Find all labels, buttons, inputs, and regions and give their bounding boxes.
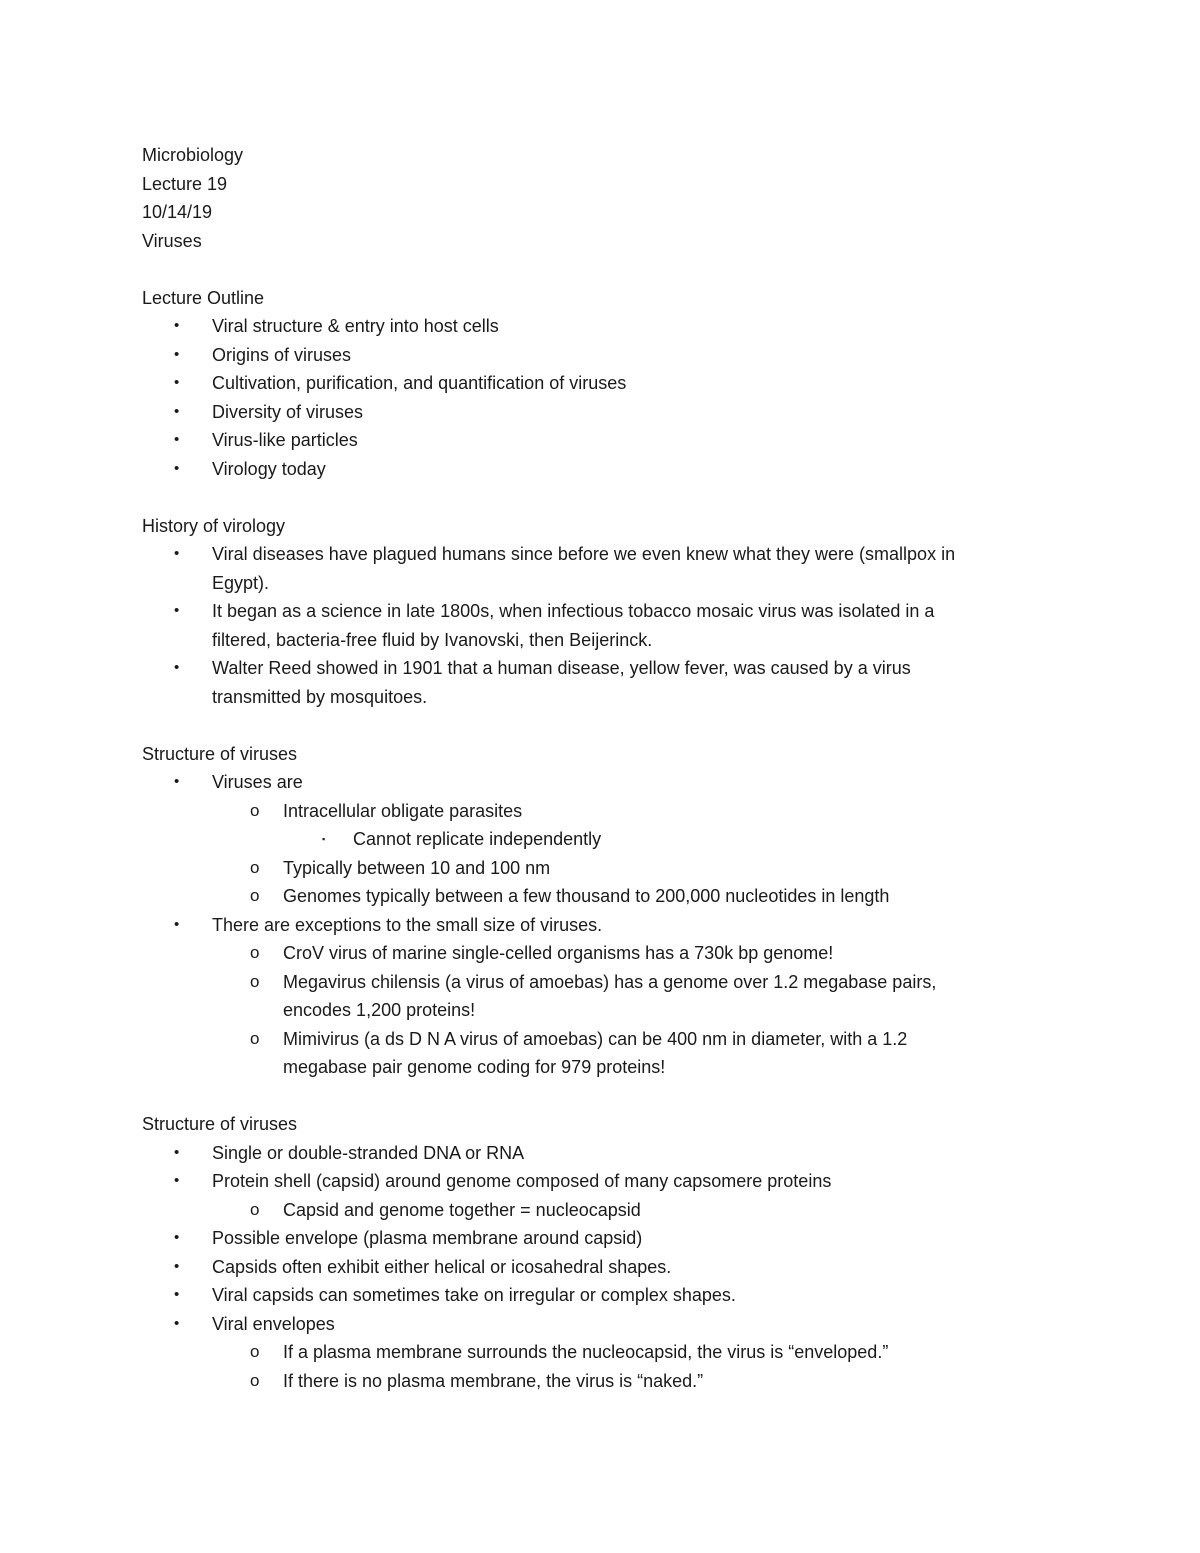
circle-marker: o (250, 1028, 260, 1048)
bullet-marker: • (174, 1314, 180, 1332)
lecture-date: 10/14/19 (142, 202, 213, 222)
structure-item: • Capsids often exhibit either helical or icosahedral shapes. (142, 1253, 1042, 1282)
history-item-continued: Egypt). (212, 572, 270, 593)
spacer (142, 255, 1042, 284)
bullet-marker: • (174, 317, 180, 334)
bullet-marker: • (174, 374, 180, 391)
bullet-marker: • (174, 1143, 180, 1161)
structure-subitem-continued: encodes 1,200 proteins! (283, 1000, 476, 1020)
structure-item: • Single or double-stranded DNA or RNA (142, 1139, 1042, 1168)
section-heading-outline: Lecture Outline (142, 287, 265, 308)
structure-item: • Protein shell (capsid) around genome composed of many capsomere proteins (142, 1167, 1042, 1196)
outline-item: • Cultivation, purification, and quantification of viruses (142, 369, 1042, 398)
history-item: • It began as a science in late 1800s, when infectious tobacco mosaic virus was isolated in a (142, 597, 1042, 626)
structure-subitem: o Typically between 10 and 100 nm (142, 854, 1042, 883)
history-item-continued: filtered, bacteria-free fluid by Ivanovski, then Beijerinck. (212, 629, 653, 650)
circle-marker: o (250, 857, 260, 877)
outline-item: • Viral structure & entry into host cells (142, 312, 1042, 341)
circle-marker: o (250, 800, 260, 820)
bullet-marker: • (174, 345, 180, 363)
structure-subitem-continued: megabase pair genome coding for 979 proteins! (283, 1057, 666, 1077)
section-heading-history: History of virology (142, 515, 286, 536)
circle-marker: o (250, 943, 260, 962)
bullet-marker: • (174, 431, 180, 448)
section-heading-structure: Structure of viruses (142, 1114, 298, 1134)
outline-item: • Origins of viruses (142, 341, 1042, 370)
structure-subitem: o Intracellular obligate parasites (142, 797, 1042, 826)
lecture-number: Lecture 19 (142, 173, 228, 194)
square-marker: ▪ (322, 834, 326, 844)
structure-subitem: o Mimivirus (a ds D N A virus of amoebas) can be 400 nm in diameter, with a 1.2 (142, 1025, 1042, 1054)
document-content (142, 141, 1042, 1395)
lecture-topic: Viruses (142, 230, 202, 251)
bullet-marker: • (174, 545, 180, 562)
bullet-marker: • (174, 402, 180, 420)
circle-marker: o (250, 1199, 260, 1219)
structure-item: • Possible envelope (plasma membrane around capsid) (142, 1224, 1042, 1253)
circle-marker: o (250, 1370, 260, 1390)
structure-item: • There are exceptions to the small size of viruses. (142, 911, 1042, 940)
bullet-marker: • (174, 602, 180, 619)
circle-marker: o (250, 1342, 260, 1361)
bullet-marker: • (174, 659, 180, 676)
course-title: Microbiology (142, 145, 244, 165)
bullet-marker: • (174, 773, 180, 790)
circle-marker: o (250, 971, 260, 991)
structure-subitem: o If a plasma membrane surrounds the nucleocapsid, the virus is “enveloped.” (142, 1338, 1042, 1367)
bullet-marker: • (174, 1229, 180, 1246)
spacer (142, 1082, 1042, 1111)
structure-subitem: o Megavirus chilensis (a virus of amoebas) has a genome over 1.2 megabase pairs, (142, 968, 1042, 997)
bullet-marker: • (174, 1172, 180, 1189)
bullet-marker: • (174, 1286, 180, 1303)
structure-subitem: o Capsid and genome together = nucleocapsid (142, 1196, 1042, 1225)
spacer (142, 711, 1042, 740)
spacer (142, 483, 1042, 512)
structure-item: • Viral capsids can sometimes take on irregular or complex shapes. (142, 1281, 1042, 1310)
outline-item: • Diversity of viruses (142, 398, 1042, 427)
circle-marker: o (250, 886, 260, 905)
structure-subitem: o Genomes typically between a few thousand to 200,000 nucleotides in length (142, 882, 1042, 911)
structure-subitem: o CroV virus of marine single-celled organisms has a 730k bp genome! (142, 939, 1042, 968)
bullet-marker: • (174, 459, 180, 477)
history-item: • Viral diseases have plagued humans since before we even knew what they were (smallpox in (142, 540, 1042, 569)
structure-subitem: o If there is no plasma membrane, the virus is “naked.” (142, 1367, 1042, 1396)
structure-subsubitem: ▪ Cannot replicate independently (142, 825, 1042, 854)
outline-item: • Virology today (142, 455, 1042, 484)
section-heading-structure: Structure of viruses (142, 743, 298, 764)
structure-item: • Viral envelopes (142, 1310, 1042, 1339)
history-item-continued: transmitted by mosquitoes. (212, 686, 428, 707)
bullet-marker: • (174, 915, 180, 933)
outline-item: • Virus-like particles (142, 426, 1042, 455)
structure-item: • Viruses are (142, 768, 1042, 797)
history-item: • Walter Reed showed in 1901 that a human disease, yellow fever, was caused by a virus (142, 654, 1042, 683)
bullet-marker: • (174, 1257, 180, 1275)
